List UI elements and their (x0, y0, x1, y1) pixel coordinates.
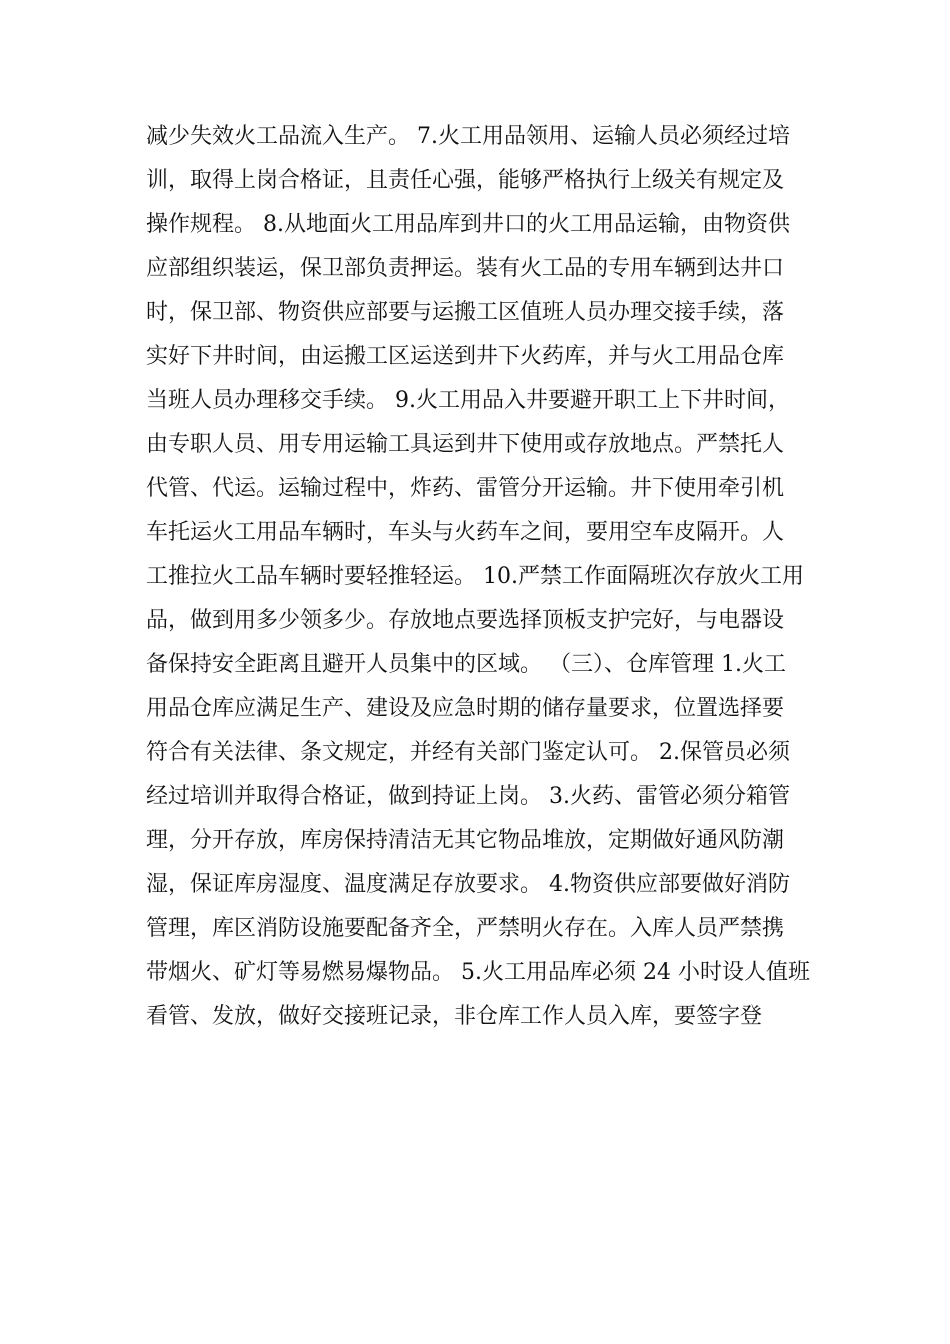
text-line-3: 操作规程。 8.从地面火工用品库到井口的火工用品运输，由物资供 (146, 212, 790, 237)
text-line-19: 管理，库区消防设施要配备齐全，严禁明火存在。入库人员严禁携 (146, 916, 785, 941)
text-line-6: 实好下井时间，由运搬工区运送到井下火药库，并与火工用品仓库 (146, 344, 785, 369)
text-line-20: 带烟火、矿灯等易燃易爆物品。 5.火工用品库必须 24 小时设人值班 (146, 960, 810, 985)
text-line-4: 应部组织装运，保卫部负责押运。装有火工品的专用车辆到达井口 (146, 256, 785, 281)
text-line-13: 备保持安全距离且避开人员集中的区域。 （三）、仓库管理 1.火工 (146, 652, 786, 677)
text-line-15: 符合有关法律、条文规定，并经有关部门鉴定认可。 2.保管员必须 (146, 740, 790, 765)
text-line-14: 用品仓库应满足生产、建设及应急时期的储存量要求，位置选择要 (146, 696, 785, 721)
text-line-10: 车托运火工用品车辆时，车头与火药车之间，要用空车皮隔开。人 (146, 520, 785, 545)
text-line-12: 品，做到用多少领多少。存放地点要选择顶板支护完好，与电器设 (146, 608, 785, 633)
text-line-16: 经过培训并取得合格证，做到持证上岗。 3.火药、雷管必须分箱管 (146, 784, 790, 809)
text-line-8: 由专职人员、用专用运输工具运到井下使用或存放地点。严禁托人 (146, 432, 785, 457)
text-line-7: 当班人员办理移交手续。 9.火工用品入井要避开职工上下井时间， (146, 388, 790, 413)
text-line-1: 减少失效火工品流入生产。 7.火工用品领用、运输人员必须经过培 (146, 124, 790, 149)
text-line-17: 理，分开存放，库房保持清洁无其它物品堆放，定期做好通风防潮 (146, 828, 785, 853)
text-line-21: 看管、发放，做好交接班记录，非仓库工作人员入库，要签字登 (146, 1004, 763, 1029)
text-line-18: 湿，保证库房湿度、温度满足存放要求。 4.物资供应部要做好消防 (146, 872, 790, 897)
text-line-11: 工推拉火工品车辆时要轻推轻运。 10.严禁工作面隔班次存放火工用 (146, 564, 804, 589)
body-text (146, 115, 826, 1039)
text-line-5: 时，保卫部、物资供应部要与运搬工区值班人员办理交接手续，落 (146, 300, 785, 325)
text-line-9: 代管、代运。运输过程中，炸药、雷管分开运输。井下使用牵引机 (146, 476, 785, 501)
text-line-2: 训，取得上岗合格证，且责任心强，能够严格执行上级关有规定及 (146, 168, 785, 193)
